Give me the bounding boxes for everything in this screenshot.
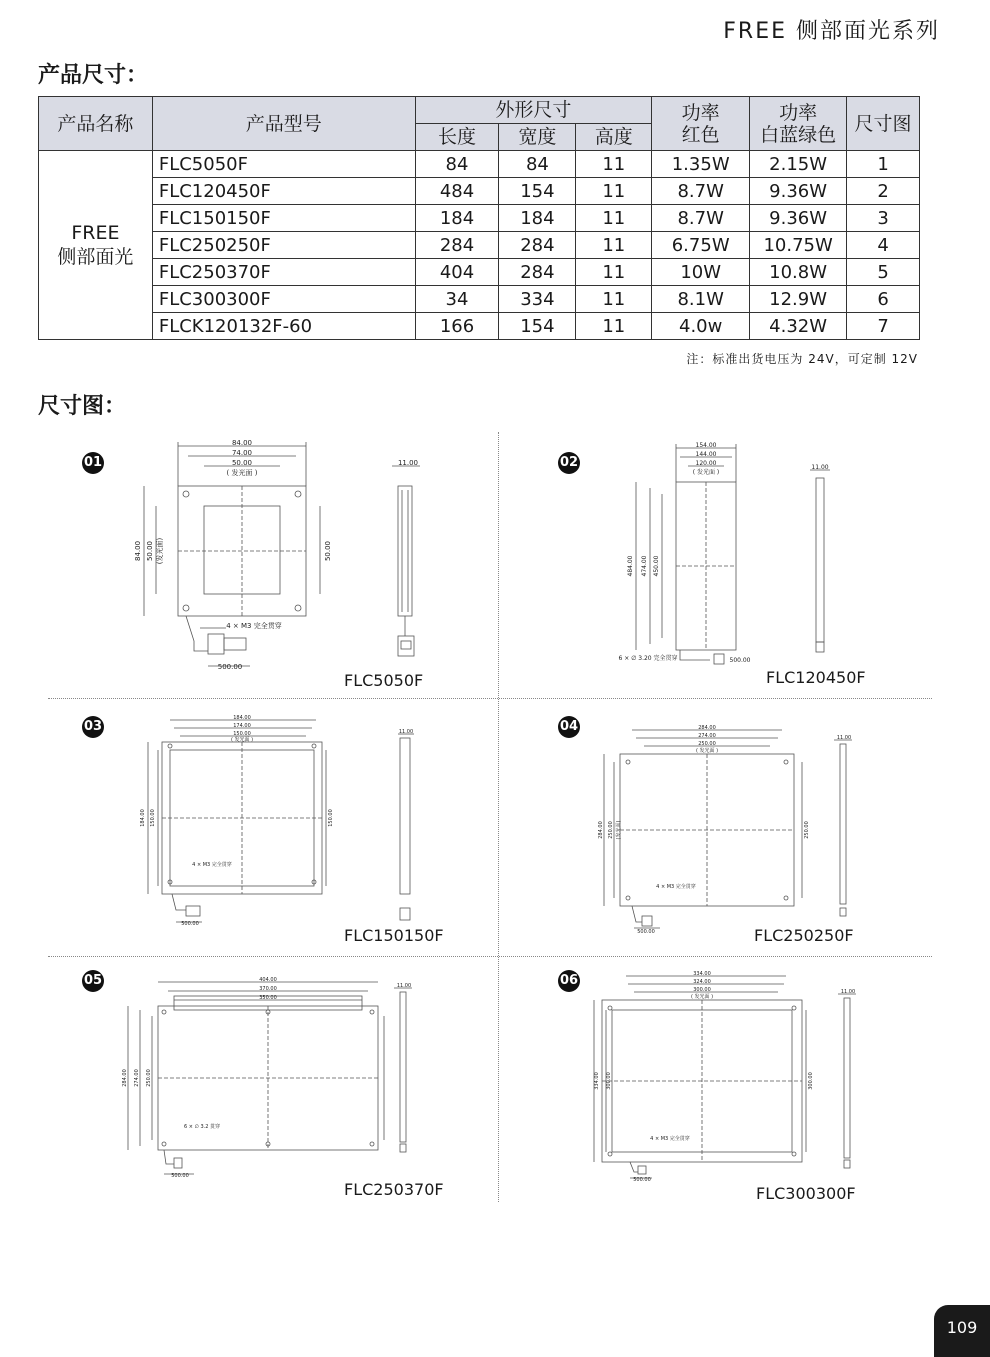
svg-text:50.00: 50.00 [324,540,332,562]
drawing-model-label: FLC250370F [344,1180,444,1199]
drawing-badge: 03 [82,716,104,738]
svg-text:500.00: 500.00 [181,921,199,927]
table-cell: 11 [576,286,652,313]
header-width: 宽度 [499,124,576,151]
svg-text:120.00: 120.00 [695,460,717,467]
model-cell: FLC150150F [152,205,415,232]
drawing-badge: 06 [558,970,580,992]
svg-text:500.00: 500.00 [217,663,243,671]
table-cell: 10.75W [750,232,847,259]
svg-text:144.00: 144.00 [695,451,717,458]
svg-text:500.00: 500.00 [633,1177,651,1183]
table-cell: 8.7W [652,205,750,232]
table-cell: 12.9W [750,286,847,313]
svg-text:250.00: 250.00 [146,1069,152,1087]
table-row [39,205,920,232]
svg-text:154.00: 154.00 [695,442,717,449]
table-cell: 10W [652,259,750,286]
svg-text:274.00: 274.00 [698,733,716,739]
grid-divider-horizontal [48,698,932,699]
model-cell: FLC5050F [152,151,415,178]
header-length: 长度 [415,124,499,151]
drawing-02 [610,440,870,670]
svg-text:174.00: 174.00 [233,723,251,729]
svg-text:334.00: 334.00 [693,971,711,977]
svg-text:184.00: 184.00 [140,809,146,827]
svg-text:4 × M3 完全贯穿: 4 × M3 完全贯穿 [192,862,232,868]
svg-text:334.00: 334.00 [594,1072,600,1090]
drawing-badge: 04 [558,716,580,738]
model-cell: FLC120450F [152,178,415,205]
header-power-other: 功率 白蓝绿色 [750,97,847,151]
dimension-drawing-heading: 尺寸图： [38,394,127,419]
drawing-01 [130,436,430,676]
svg-text:4 × M3 完全贯穿: 4 × M3 完全贯穿 [656,884,696,890]
table-cell: 11 [576,232,652,259]
svg-text:11.00: 11.00 [396,983,412,989]
table-cell: 1.35W [652,151,750,178]
table-cell: 6 [847,286,920,313]
svg-text:4 × M3 完全贯穿: 4 × M3 完全贯穿 [650,1136,690,1142]
drawing-model-label: FLC250250F [754,926,854,945]
table-cell: 3 [847,205,920,232]
table-row [39,259,920,286]
table-cell: 11 [576,313,652,340]
table-cell: 11 [576,178,652,205]
table-cell: 184 [499,205,576,232]
drawing-model-label: FLC5050F [344,671,424,690]
table-cell: 11 [576,151,652,178]
header-power-red: 功率 红色 [652,97,750,151]
svg-text:11.00: 11.00 [397,459,419,467]
table-cell: 404 [415,259,499,286]
table-cell: 2 [847,178,920,205]
table-cell: 5 [847,259,920,286]
svg-text:274.00: 274.00 [134,1069,140,1087]
svg-text:6 × ∅ 3.20 完全贯穿: 6 × ∅ 3.20 完全贯穿 [618,655,678,662]
svg-text:324.00: 324.00 [693,979,711,985]
svg-text:300.00: 300.00 [808,1072,814,1090]
table-cell: 8.7W [652,178,750,205]
table-cell: 284 [499,259,576,286]
svg-text:11.00: 11.00 [811,464,829,471]
svg-text:(发光面): (发光面) [156,537,164,565]
table-cell: 7 [847,313,920,340]
table-cell: 4 [847,232,920,259]
table-cell: 334 [499,286,576,313]
drawing-05 [118,974,428,1184]
model-cell: FLCK120132F-60 [152,313,415,340]
table-row [39,232,920,259]
svg-text:11.00: 11.00 [840,989,856,995]
svg-text:( 发光面 ): ( 发光面 ) [230,737,254,743]
table-cell: 154 [499,178,576,205]
svg-text:404.00: 404.00 [259,977,277,983]
svg-text:474.00: 474.00 [641,555,648,577]
drawing-badge: 05 [82,970,104,992]
model-cell: FLC250370F [152,259,415,286]
table-cell: 4.32W [750,313,847,340]
svg-text:84.00: 84.00 [134,540,142,562]
header-outer: 外形尺寸 [415,97,652,124]
drawing-badge: 02 [558,452,580,474]
table-cell: 9.36W [750,178,847,205]
drawing-model-label: FLC120450F [766,668,866,687]
drawing-04 [596,722,886,938]
product-size-heading: 产品尺寸： [38,63,149,88]
spec-table [38,96,920,340]
product-name-cell: FREE 侧部面光 [39,151,153,340]
series-title: FREE 侧部面光系列 [723,19,940,44]
svg-text:150.00: 150.00 [233,731,251,737]
table-cell: 284 [499,232,576,259]
svg-text:370.00: 370.00 [259,986,277,992]
model-cell: FLC300300F [152,286,415,313]
table-cell: 11 [576,205,652,232]
table-cell: 34 [415,286,499,313]
table-cell: 9.36W [750,205,847,232]
svg-text:184.00: 184.00 [233,715,251,721]
svg-text:484.00: 484.00 [627,555,634,577]
table-cell: 154 [499,313,576,340]
svg-text:284.00: 284.00 [598,821,604,839]
grid-divider-vertical [498,432,499,1202]
svg-text:284.00: 284.00 [122,1069,128,1087]
svg-text:150.00: 150.00 [150,809,156,827]
voltage-note: 注：标准出货电压为 24V，可定制 12V [686,352,918,366]
svg-text:( 发光面 ): ( 发光面 ) [695,748,719,754]
table-cell: 1 [847,151,920,178]
grid-divider-horizontal [48,956,932,957]
svg-text:500.00: 500.00 [729,657,751,664]
svg-text:250.00: 250.00 [698,741,716,747]
table-row [39,151,920,178]
svg-text:11.00: 11.00 [398,729,414,735]
svg-text:500.00: 500.00 [637,929,655,935]
svg-text:84.00: 84.00 [231,439,253,447]
table-row [39,313,920,340]
svg-text:( 发光面 ): ( 发光面 ) [690,994,714,1000]
svg-text:350.00: 350.00 [259,995,277,1001]
drawing-06 [590,970,880,1186]
table-cell: 284 [415,232,499,259]
model-cell: FLC250250F [152,232,415,259]
svg-text:300.00: 300.00 [693,987,711,993]
svg-text:450.00: 450.00 [653,555,660,577]
svg-text:500.00: 500.00 [171,1173,189,1179]
svg-text:6 × ∅ 3.2 贯穿: 6 × ∅ 3.2 贯穿 [183,1124,221,1130]
table-cell: 184 [415,205,499,232]
svg-text:(发光面): (发光面) [616,820,622,840]
svg-text:250.00: 250.00 [608,821,614,839]
drawing-badge: 01 [82,452,104,474]
drawing-03 [130,714,430,934]
table-cell: 11 [576,259,652,286]
table-cell: 2.15W [750,151,847,178]
svg-text:300.00: 300.00 [606,1072,612,1090]
svg-text:50.00: 50.00 [146,540,154,562]
svg-text:( 发光面 ): ( 发光面 ) [692,469,720,476]
table-row [39,178,920,205]
svg-text:( 发光面 ): ( 发光面 ) [226,469,258,477]
drawing-model-label: FLC300300F [756,1184,856,1203]
table-cell: 84 [415,151,499,178]
svg-text:150.00: 150.00 [328,809,334,827]
svg-text:74.00: 74.00 [231,449,253,457]
header-name: 产品名称 [39,97,153,151]
svg-text:50.00: 50.00 [231,459,253,467]
page-number: 109 [934,1305,990,1357]
table-cell: 6.75W [652,232,750,259]
drawing-model-label: FLC150150F [344,926,444,945]
svg-text:4 × M3 完全贯穿: 4 × M3 完全贯穿 [226,622,282,630]
header-drawing: 尺寸图 [847,97,920,151]
svg-text:284.00: 284.00 [698,725,716,731]
header-height: 高度 [576,124,652,151]
table-cell: 4.0w [652,313,750,340]
table-cell: 84 [499,151,576,178]
header-model: 产品型号 [152,97,415,151]
table-cell: 10.8W [750,259,847,286]
table-row [39,286,920,313]
svg-text:11.00: 11.00 [836,735,852,741]
table-cell: 484 [415,178,499,205]
table-cell: 166 [415,313,499,340]
svg-text:250.00: 250.00 [804,821,810,839]
table-cell: 8.1W [652,286,750,313]
